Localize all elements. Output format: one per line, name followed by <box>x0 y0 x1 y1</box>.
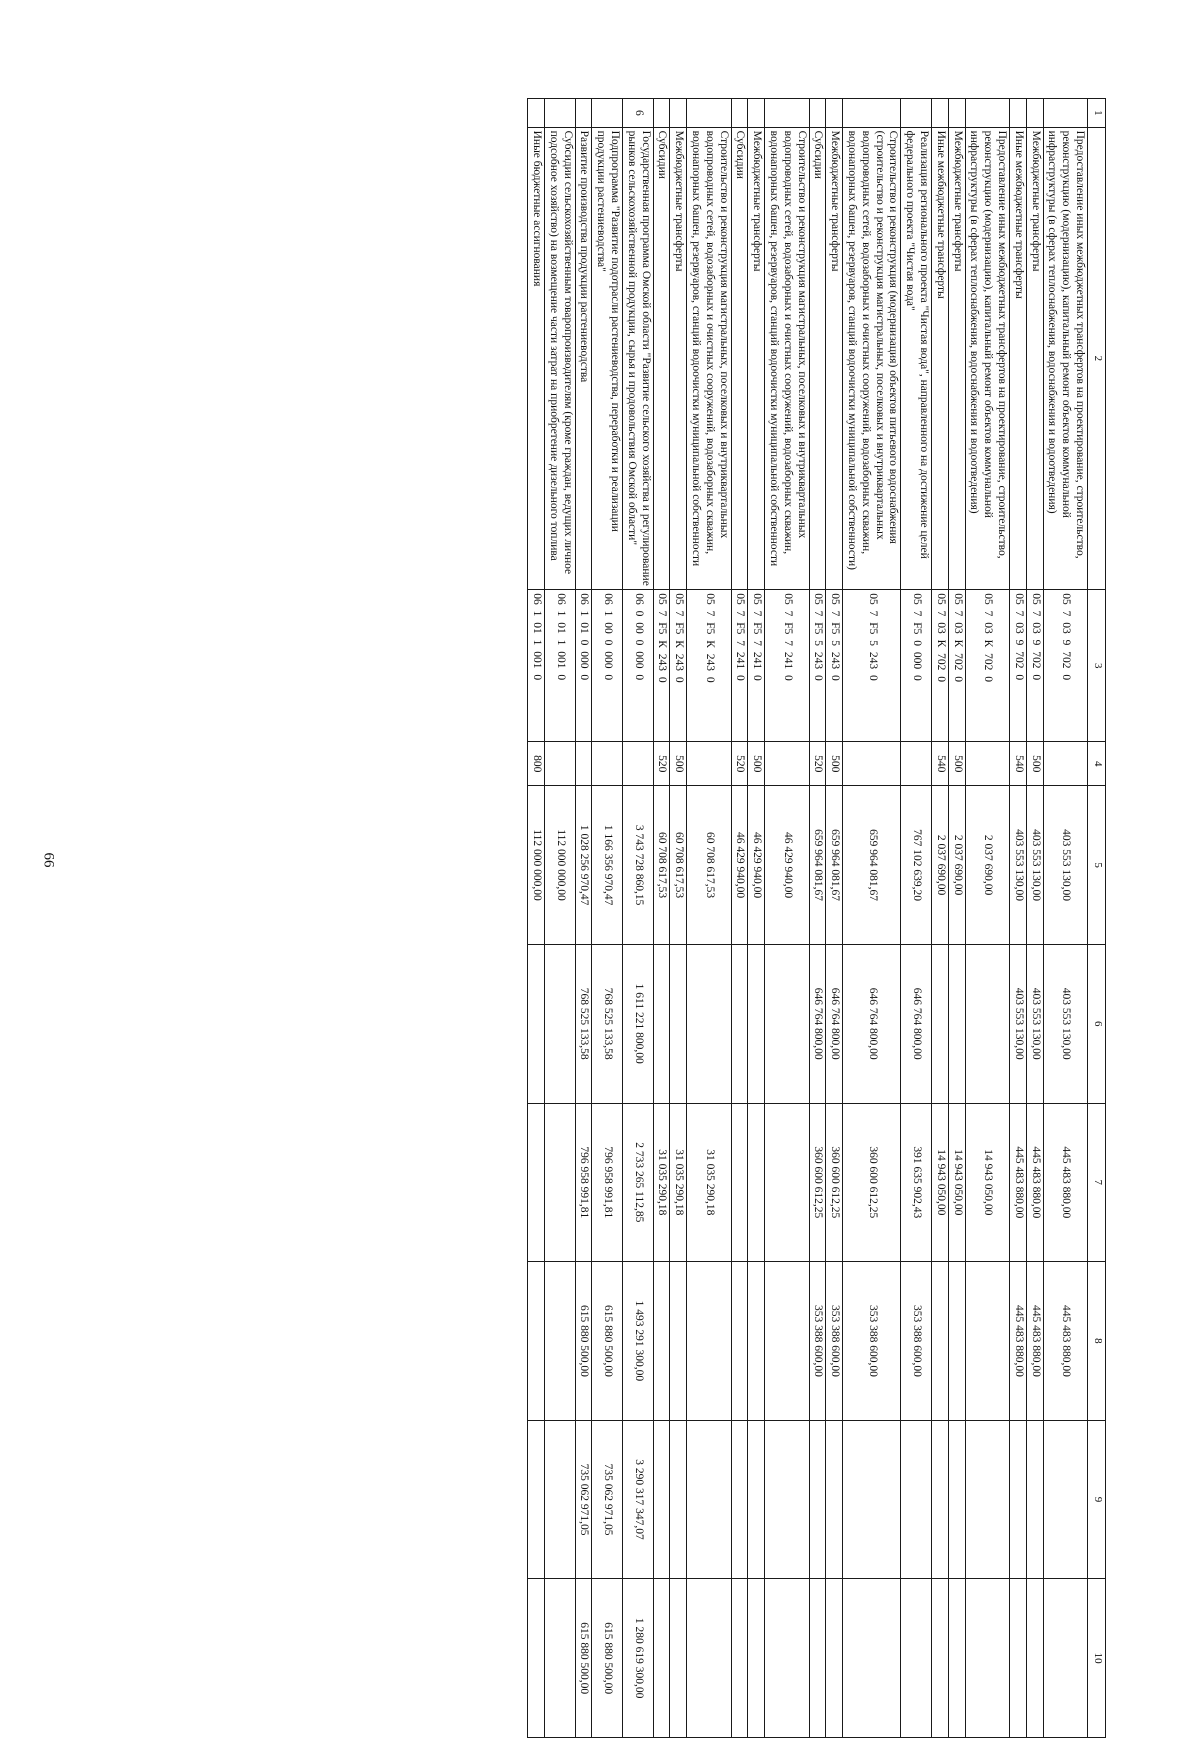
expense-type-cell: 520 <box>809 742 826 786</box>
target-code-cell: 06 1 00 0 000 0 <box>592 590 623 742</box>
amount-cell-col8: 353 388 600,00 <box>843 1262 901 1421</box>
amount-cell-col8 <box>545 1262 576 1421</box>
amount-cell-col5: 2 037 690,00 <box>932 786 949 945</box>
row-name-cell: Межбюджетные трансферты <box>826 127 843 590</box>
target-code-cell: 05 7 03 К 702 0 <box>932 590 949 742</box>
table-row <box>687 99 731 1738</box>
row-name-cell: Иные межбюджетные трансферты <box>1010 127 1027 590</box>
table-row <box>653 99 670 1738</box>
target-code-cell: 05 7 F5 К 243 0 <box>687 590 731 742</box>
amount-cell-col7 <box>731 1103 748 1262</box>
amount-cell-col6: 403 553 130,00 <box>1010 944 1027 1103</box>
table-row <box>932 99 949 1738</box>
row-name-cell: Предоставление иных межбюджетных трансфертов на проектирование, строительство, реконструкцию (модернизацию), капитальный ремонт объектов коммунальной инфраструктуры (в сферах теплоснабжения, водоснабжения и водоотведения) <box>965 127 1009 590</box>
target-code-cell: 05 7 03 9 702 0 <box>1026 590 1043 742</box>
target-code-cell: 06 1 01 1 001 0 <box>545 590 576 742</box>
amount-cell-col10 <box>948 1579 965 1738</box>
expense-type-cell: 500 <box>670 742 687 786</box>
amount-cell-col8 <box>765 1262 809 1421</box>
amount-cell-col7: 31 035 290,18 <box>653 1103 670 1262</box>
table-row <box>623 99 654 1738</box>
target-code-cell: 05 7 F5 7 241 0 <box>748 590 765 742</box>
expense-type-cell <box>843 742 901 786</box>
amount-cell-col7: 445 483 880,00 <box>1010 1103 1027 1262</box>
table-row <box>826 99 843 1738</box>
column-header: 2 <box>1088 127 1106 590</box>
amount-cell-col6: 646 764 800,00 <box>826 944 843 1103</box>
amount-cell-col9 <box>765 1420 809 1579</box>
amount-cell-col9: 735 062 971,05 <box>592 1420 623 1579</box>
table-row <box>670 99 687 1738</box>
row-name-cell: Государственная программа Омской области "Развитие сельского хозяйства и регулирование рынков сельскохозяйственной продукции, сырья и продовольствия Омской области" <box>623 127 654 590</box>
target-code-cell: 05 7 03 9 702 0 <box>1010 590 1027 742</box>
amount-cell-col5: 403 553 130,00 <box>1043 786 1087 945</box>
amount-cell-col7: 14 943 050,00 <box>948 1103 965 1262</box>
expense-type-cell: 500 <box>748 742 765 786</box>
amount-cell-col10 <box>843 1579 901 1738</box>
expense-type-cell <box>687 742 731 786</box>
amount-cell-col7: 445 483 880,00 <box>1043 1103 1087 1262</box>
table-row <box>731 99 748 1738</box>
expense-type-cell: 520 <box>653 742 670 786</box>
column-header: 9 <box>1088 1420 1106 1579</box>
target-code-cell: 05 7 F5 5 243 0 <box>809 590 826 742</box>
amount-cell-col7: 796 958 991,81 <box>592 1103 623 1262</box>
row-index-cell <box>932 99 949 128</box>
expense-type-cell <box>623 742 654 786</box>
amount-cell-col10 <box>932 1579 949 1738</box>
amount-cell-col5: 60 708 617,53 <box>670 786 687 945</box>
expense-type-cell: 520 <box>731 742 748 786</box>
row-index-cell <box>653 99 670 128</box>
row-name-cell: Реализация регионального проекта "Чистая вода", направленного на достижение целей федерального проекта "Чистая вода" <box>901 127 932 590</box>
row-name-cell: Межбюджетные трансферты <box>948 127 965 590</box>
row-index-cell <box>748 99 765 128</box>
amount-cell-col8: 445 483 880,00 <box>1010 1262 1027 1421</box>
amount-cell-col9 <box>670 1420 687 1579</box>
amount-cell-col10 <box>653 1579 670 1738</box>
target-code-cell: 05 7 F5 К 243 0 <box>653 590 670 742</box>
amount-cell-col6: 403 553 130,00 <box>1043 944 1087 1103</box>
table-row <box>765 99 809 1738</box>
amount-cell-col10 <box>748 1579 765 1738</box>
amount-cell-col5: 659 964 081,67 <box>843 786 901 945</box>
amount-cell-col9 <box>932 1420 949 1579</box>
table-row <box>948 99 965 1738</box>
expense-type-cell: 540 <box>1010 742 1027 786</box>
table-row <box>965 99 1009 1738</box>
amount-cell-col10 <box>826 1579 843 1738</box>
column-header: 5 <box>1088 786 1106 945</box>
amount-cell-col10: 615 880 500,00 <box>575 1579 592 1738</box>
target-code-cell: 05 7 F5 5 243 0 <box>843 590 901 742</box>
row-name-cell: Развитие производства продукции растениеводства <box>575 127 592 590</box>
row-index-cell <box>670 99 687 128</box>
table-row <box>1043 99 1087 1738</box>
amount-cell-col7 <box>765 1103 809 1262</box>
expense-type-cell <box>592 742 623 786</box>
row-name-cell: Строительство и реконструкция (модернизация) объектов питьевого водоснабжения (строительство и реконструкция магистральных, поселковых и внутриквартальных водопроводных сетей, водозаборных и очистных сооружений, водозаборных скважин, водонапорных башен, резервуаров, станций водоочистки муниципальной собственности) <box>843 127 901 590</box>
amount-cell-col8: 353 388 600,00 <box>901 1262 932 1421</box>
amount-cell-col6: 768 525 133,58 <box>592 944 623 1103</box>
amount-cell-col6 <box>653 944 670 1103</box>
amount-cell-col6 <box>965 944 1009 1103</box>
amount-cell-col10: 1 280 619 300,00 <box>623 1579 654 1738</box>
table-row <box>545 99 576 1738</box>
amount-cell-col9 <box>1043 1420 1087 1579</box>
amount-cell-col10 <box>965 1579 1009 1738</box>
amount-cell-col7: 360 600 612,25 <box>826 1103 843 1262</box>
amount-cell-col10 <box>765 1579 809 1738</box>
amount-cell-col8: 445 483 880,00 <box>1026 1262 1043 1421</box>
row-index-cell <box>843 99 901 128</box>
amount-cell-col7: 14 943 050,00 <box>932 1103 949 1262</box>
target-code-cell: 05 7 F5 К 243 0 <box>670 590 687 742</box>
row-name-cell: Межбюджетные трансферты <box>748 127 765 590</box>
amount-cell-col5: 2 037 690,00 <box>965 786 1009 945</box>
row-index-cell <box>1026 99 1043 128</box>
expense-type-cell: 500 <box>1026 742 1043 786</box>
row-name-cell: Субсидии <box>731 127 748 590</box>
amount-cell-col8 <box>653 1262 670 1421</box>
table-row <box>575 99 592 1738</box>
expense-type-cell <box>1043 742 1087 786</box>
amount-cell-col10: 615 880 500,00 <box>592 1579 623 1738</box>
amount-cell-col9 <box>843 1420 901 1579</box>
target-code-cell: 06 1 01 0 000 0 <box>575 590 592 742</box>
expense-type-cell: 540 <box>932 742 949 786</box>
amount-cell-col7: 391 635 902,43 <box>901 1103 932 1262</box>
amount-cell-col10 <box>1010 1579 1027 1738</box>
column-header: 10 <box>1088 1579 1106 1738</box>
table-row <box>843 99 901 1738</box>
amount-cell-col8 <box>748 1262 765 1421</box>
amount-cell-col8 <box>965 1262 1009 1421</box>
row-index-cell <box>731 99 748 128</box>
target-code-cell: 06 1 01 1 001 0 <box>528 590 545 742</box>
amount-cell-col5: 403 553 130,00 <box>1010 786 1027 945</box>
amount-cell-col10 <box>687 1579 731 1738</box>
table-row <box>748 99 765 1738</box>
page-number: 66 <box>40 852 57 868</box>
expense-type-cell <box>901 742 932 786</box>
amount-cell-col9 <box>528 1420 545 1579</box>
amount-cell-col10 <box>528 1579 545 1738</box>
target-code-cell: 06 0 00 0 000 0 <box>623 590 654 742</box>
amount-cell-col9 <box>1010 1420 1027 1579</box>
amount-cell-col6: 646 764 800,00 <box>901 944 932 1103</box>
table-row <box>809 99 826 1738</box>
expense-type-cell: 800 <box>528 742 545 786</box>
amount-cell-col10 <box>809 1579 826 1738</box>
amount-cell-col8: 615 880 500,00 <box>575 1262 592 1421</box>
column-header: 1 <box>1088 99 1106 128</box>
target-code-cell: 05 7 F5 0 000 0 <box>901 590 932 742</box>
amount-cell-col7: 2 733 265 112,85 <box>623 1103 654 1262</box>
amount-cell-col10 <box>731 1579 748 1738</box>
amount-cell-col6 <box>528 944 545 1103</box>
amount-cell-col6: 1 611 221 800,00 <box>623 944 654 1103</box>
target-code-cell: 05 7 03 9 702 0 <box>1043 590 1087 742</box>
row-index-cell <box>809 99 826 128</box>
row-index-cell <box>948 99 965 128</box>
amount-cell-col8 <box>948 1262 965 1421</box>
amount-cell-col10 <box>1043 1579 1087 1738</box>
row-index-cell <box>965 99 1009 128</box>
row-index-cell <box>575 99 592 128</box>
amount-cell-col8 <box>932 1262 949 1421</box>
amount-cell-col9 <box>748 1420 765 1579</box>
table-row <box>1010 99 1027 1738</box>
amount-cell-col7 <box>545 1103 576 1262</box>
amount-cell-col6 <box>687 944 731 1103</box>
expense-type-cell: 500 <box>948 742 965 786</box>
amount-cell-col5: 659 964 081,67 <box>809 786 826 945</box>
amount-cell-col5: 3 743 728 860,15 <box>623 786 654 945</box>
amount-cell-col7: 360 600 612,25 <box>809 1103 826 1262</box>
amount-cell-col7: 31 035 290,18 <box>687 1103 731 1262</box>
target-code-cell: 05 7 03 К 702 0 <box>965 590 1009 742</box>
amount-cell-col5: 659 964 081,67 <box>826 786 843 945</box>
row-name-cell: Субсидии <box>809 127 826 590</box>
amount-cell-col10 <box>1026 1579 1043 1738</box>
row-name-cell: Иные межбюджетные трансферты <box>932 127 949 590</box>
amount-cell-col6 <box>731 944 748 1103</box>
row-index-cell: 6 <box>623 99 654 128</box>
amount-cell-col6 <box>670 944 687 1103</box>
amount-cell-col9 <box>1026 1420 1043 1579</box>
row-name-cell: Подпрограмма "Развитие подотрасли растениеводства, переработки и реализации продукции растениеводства" <box>592 127 623 590</box>
column-header: 6 <box>1088 944 1106 1103</box>
row-index-cell <box>1010 99 1027 128</box>
amount-cell-col9: 3 290 317 347,07 <box>623 1420 654 1579</box>
amount-cell-col5: 2 037 690,00 <box>948 786 965 945</box>
row-name-cell: Межбюджетные трансферты <box>1026 127 1043 590</box>
row-index-cell <box>592 99 623 128</box>
amount-cell-col5: 60 708 617,53 <box>653 786 670 945</box>
budget-table <box>527 98 1106 1738</box>
amount-cell-col9 <box>809 1420 826 1579</box>
row-name-cell: Строительство и реконструкция магистральных, поселковых и внутриквартальных водопроводных сетей, водозаборных и очистных сооружений, водозаборных скважин, водонапорных башен, резервуаров, станций водоочистки муниципальной собственности <box>765 127 809 590</box>
amount-cell-col5: 46 429 940,00 <box>731 786 748 945</box>
expense-type-cell <box>965 742 1009 786</box>
amount-cell-col8 <box>731 1262 748 1421</box>
amount-cell-col9 <box>965 1420 1009 1579</box>
amount-cell-col8: 615 880 500,00 <box>592 1262 623 1421</box>
row-index-cell <box>765 99 809 128</box>
target-code-cell: 05 7 F5 5 243 0 <box>826 590 843 742</box>
row-index-cell <box>528 99 545 128</box>
table-row <box>901 99 932 1738</box>
expense-type-cell <box>765 742 809 786</box>
amount-cell-col10 <box>901 1579 932 1738</box>
amount-cell-col7: 796 958 991,81 <box>575 1103 592 1262</box>
row-index-cell <box>901 99 932 128</box>
amount-cell-col6 <box>932 944 949 1103</box>
expense-type-cell <box>575 742 592 786</box>
amount-cell-col8 <box>528 1262 545 1421</box>
amount-cell-col9 <box>687 1420 731 1579</box>
amount-cell-col10 <box>670 1579 687 1738</box>
amount-cell-col8: 1 493 291 300,00 <box>623 1262 654 1421</box>
amount-cell-col7: 360 600 612,25 <box>843 1103 901 1262</box>
amount-cell-col9: 735 062 971,05 <box>575 1420 592 1579</box>
amount-cell-col8 <box>687 1262 731 1421</box>
amount-cell-col9 <box>901 1420 932 1579</box>
amount-cell-col6: 768 525 133,58 <box>575 944 592 1103</box>
amount-cell-col8 <box>670 1262 687 1421</box>
amount-cell-col5: 46 429 940,00 <box>765 786 809 945</box>
amount-cell-col5: 767 102 639,20 <box>901 786 932 945</box>
amount-cell-col9 <box>826 1420 843 1579</box>
amount-cell-col5: 46 429 940,00 <box>748 786 765 945</box>
rotated-table-wrapper <box>52 98 1106 1738</box>
amount-cell-col5: 112 000 000,00 <box>545 786 576 945</box>
table-body <box>528 99 1088 1738</box>
amount-cell-col7 <box>748 1103 765 1262</box>
row-name-cell: Иные бюджетные ассигнования <box>528 127 545 590</box>
amount-cell-col7: 31 035 290,18 <box>670 1103 687 1262</box>
row-name-cell: Субсидии <box>653 127 670 590</box>
target-code-cell: 05 7 F5 7 241 0 <box>765 590 809 742</box>
amount-cell-col6: 646 764 800,00 <box>809 944 826 1103</box>
expense-type-cell <box>545 742 576 786</box>
amount-cell-col6 <box>948 944 965 1103</box>
amount-cell-col9 <box>731 1420 748 1579</box>
amount-cell-col6 <box>545 944 576 1103</box>
column-header: 4 <box>1088 742 1106 786</box>
table-row <box>528 99 545 1738</box>
amount-cell-col6 <box>765 944 809 1103</box>
column-header: 7 <box>1088 1103 1106 1262</box>
table-row <box>592 99 623 1738</box>
amount-cell-col6 <box>748 944 765 1103</box>
target-code-cell: 05 7 F5 7 241 0 <box>731 590 748 742</box>
amount-cell-col8: 353 388 600,00 <box>826 1262 843 1421</box>
table-row <box>1026 99 1043 1738</box>
row-name-cell: Межбюджетные трансферты <box>670 127 687 590</box>
target-code-cell: 05 7 03 К 702 0 <box>948 590 965 742</box>
amount-cell-col10 <box>545 1579 576 1738</box>
expense-type-cell: 500 <box>826 742 843 786</box>
row-index-cell <box>826 99 843 128</box>
row-name-cell: Субсидии сельскохозяйственным товаропроизводителям (кроме граждан, ведущих личное подсобное хозяйство) на возмещение части затрат на приобретение дизельного топлива <box>545 127 576 590</box>
amount-cell-col5: 60 708 617,53 <box>687 786 731 945</box>
amount-cell-col5: 112 000 000,00 <box>528 786 545 945</box>
row-index-cell <box>545 99 576 128</box>
column-header: 3 <box>1088 590 1106 742</box>
amount-cell-col5: 403 553 130,00 <box>1026 786 1043 945</box>
column-number-row <box>1088 99 1106 1738</box>
amount-cell-col9 <box>653 1420 670 1579</box>
amount-cell-col6: 646 764 800,00 <box>843 944 901 1103</box>
column-header: 8 <box>1088 1262 1106 1421</box>
amount-cell-col8: 445 483 880,00 <box>1043 1262 1087 1421</box>
amount-cell-col9 <box>948 1420 965 1579</box>
amount-cell-col7: 14 943 050,00 <box>965 1103 1009 1262</box>
row-name-cell: Строительство и реконструкция магистральных, поселковых и внутриквартальных водопроводных сетей, водозаборных и очистных сооружений, водозаборных скважин, водонапорных башен, резервуаров, станций водоочистки муниципальной собственности <box>687 127 731 590</box>
amount-cell-col6: 403 553 130,00 <box>1026 944 1043 1103</box>
amount-cell-col7 <box>528 1103 545 1262</box>
amount-cell-col9 <box>545 1420 576 1579</box>
row-index-cell <box>687 99 731 128</box>
amount-cell-col8: 353 388 600,00 <box>809 1262 826 1421</box>
row-name-cell: Предоставление иных межбюджетных трансфертов на проектирование, строительство, реконструкцию (модернизацию), капитальный ремонт объектов коммунальной инфраструктуры (в сферах теплоснабжения, водоснабжения и водоотведения) <box>1043 127 1087 590</box>
amount-cell-col7: 445 483 880,00 <box>1026 1103 1043 1262</box>
amount-cell-col5: 1 166 356 970,47 <box>592 786 623 945</box>
amount-cell-col5: 1 028 256 970,47 <box>575 786 592 945</box>
row-index-cell <box>1043 99 1087 128</box>
